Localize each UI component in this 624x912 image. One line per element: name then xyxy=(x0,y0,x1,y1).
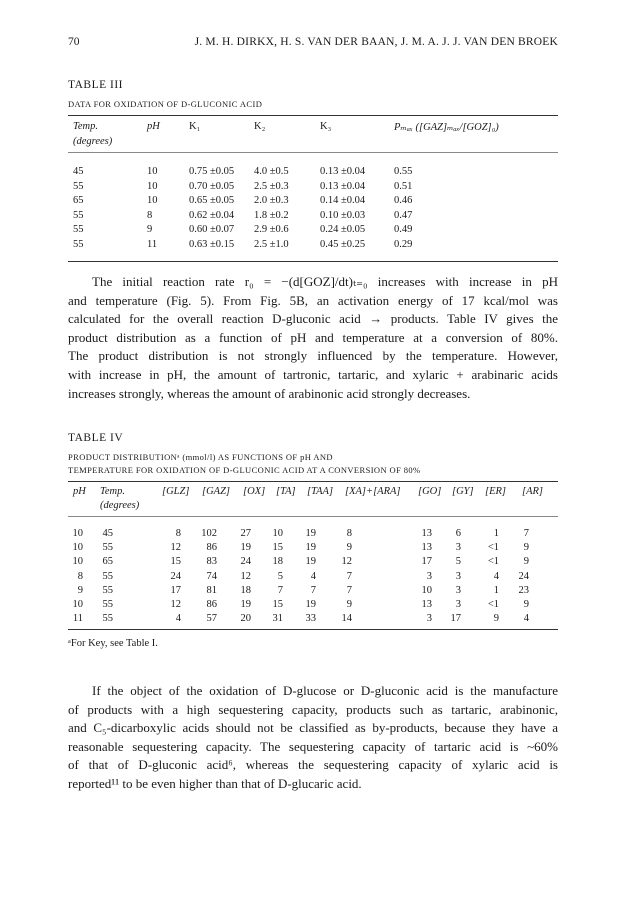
paragraph-line: reasonable sequestering capacity. The sequestering capacity of tartaric acid is ~60% xyxy=(68,738,558,754)
table3-cell-pmax: 0.49 xyxy=(394,224,413,236)
table3-header-rule xyxy=(68,152,558,153)
paragraph-line: increases strongly, whereas the amount of arabinonic acid strongly decreases. xyxy=(68,385,471,401)
table4-cell-ox: 20 xyxy=(240,613,251,625)
table4-cell-taa: 7 xyxy=(310,584,316,596)
table4-cell-gaz: 86 xyxy=(206,599,217,610)
table3-cell-pmax: 0.55 xyxy=(394,166,413,177)
table4-cell-xa-ara: 12 xyxy=(341,556,352,568)
table4-cell-glz: 24 xyxy=(170,570,181,582)
page-number: 70 xyxy=(68,36,80,48)
table3-header-ph: pH xyxy=(147,121,160,132)
table4-cell-gy: 3 xyxy=(455,570,461,582)
table4-cell-go: 13 xyxy=(421,542,432,554)
table3-cell-k1: 0.75 ±0.05 xyxy=(189,166,235,177)
table4-header-go: [GO] xyxy=(418,486,442,497)
paragraph-line: calculated for the overall reaction D-gluconic acid → products. Table IV gives the xyxy=(68,311,558,327)
table4-cell-temp: 55 xyxy=(102,613,113,625)
table4-cell-gy: 3 xyxy=(455,584,461,596)
table4-header-glz: [GLZ] xyxy=(162,486,190,497)
table4-cell-ph: 10 xyxy=(72,556,83,568)
table4-header-temp: Temp. xyxy=(100,486,125,497)
table3-cell-pmax: 0.46 xyxy=(394,195,413,207)
table4-cell-gaz: 83 xyxy=(206,556,217,568)
table4-cell-ar: 9 xyxy=(523,599,529,610)
table4-cell-taa: 19 xyxy=(305,542,316,554)
table3-cell-k1: 0.62 ±0.04 xyxy=(189,209,235,221)
table4-cell-temp: 65 xyxy=(102,556,113,568)
table4-cell-xa-ara: 14 xyxy=(341,613,352,625)
table4-header-taa: [TAA] xyxy=(307,486,334,497)
table4-cell-ph: 10 xyxy=(72,599,83,610)
table4-cell-xa-ara: 7 xyxy=(346,570,352,582)
table4-cell-er: 1 xyxy=(493,584,499,596)
table4-header-gy: [GY] xyxy=(452,486,474,497)
table4-cell-gaz: 102 xyxy=(201,528,217,539)
table3-cell-ph: 8 xyxy=(147,209,153,221)
paragraph-line: product distribution as a function of pH and temperature at a conversion of 80%. xyxy=(68,329,558,345)
table4-cell-ar: 9 xyxy=(523,542,529,554)
table4-cell-go: 10 xyxy=(421,584,432,596)
table3-cell-ph: 10 xyxy=(147,180,158,192)
paragraph-line: of that of D-gluconic acid⁶, whereas the sequestering capacity of xylaric acid is xyxy=(68,757,558,773)
table4-cell-er: 9 xyxy=(493,613,499,625)
table4-cell-temp: 55 xyxy=(102,584,113,596)
table3-cell-k1: 0.70 ±0.05 xyxy=(189,180,235,192)
table3-cell-temp: 45 xyxy=(73,166,84,177)
table3-header-pmax: Pₘₐₓ ([GAZ]ₘₐₓ/[GOZ]₀) xyxy=(394,122,499,133)
table4-cell-ar: 23 xyxy=(518,584,529,596)
table3-top-rule xyxy=(68,115,558,116)
table3-cell-k3: 0.13 ±0.04 xyxy=(320,180,366,192)
table4-cell-er: <1 xyxy=(487,542,499,554)
table4-cell-taa: 19 xyxy=(305,599,316,610)
table4-cell-xa-ara: 7 xyxy=(346,584,352,596)
table4-cell-xa-ara: 8 xyxy=(346,528,352,539)
table3-cell-ph: 10 xyxy=(147,166,158,177)
table3-label: TABLE III xyxy=(68,79,123,91)
table3-header-k3: K₃ xyxy=(320,121,332,132)
table3-header-temp: Temp. xyxy=(73,121,98,132)
table4-cell-ph: 9 xyxy=(77,584,83,596)
table4-cell-er: <1 xyxy=(487,599,499,610)
table4-caption-line1: PRODUCT DISTRIBUTIONᵃ (mmol/l) AS FUNCTIONS OF pH AND xyxy=(68,452,333,462)
table4-cell-ta: 5 xyxy=(277,570,283,582)
table4-cell-ph: 10 xyxy=(72,528,83,539)
table4-cell-ph: 10 xyxy=(72,542,83,554)
table3-cell-k2: 4.0 ±0.5 xyxy=(254,166,289,177)
table4-cell-gaz: 74 xyxy=(206,570,217,582)
table4-cell-go: 13 xyxy=(421,528,432,539)
table4-cell-ta: 7 xyxy=(277,584,283,596)
table3-cell-k2: 1.8 ±0.2 xyxy=(254,209,289,221)
table4-cell-temp: 55 xyxy=(102,570,113,582)
table4-cell-gaz: 86 xyxy=(206,542,217,554)
table4-cell-ox: 18 xyxy=(240,584,251,596)
table4-cell-xa-ara: 9 xyxy=(346,599,352,610)
table4-header-xa-ara: [XA]+[ARA] xyxy=(345,486,401,497)
table4-cell-xa-ara: 9 xyxy=(346,542,352,554)
table3-cell-ph: 10 xyxy=(147,195,158,207)
table4-cell-go: 3 xyxy=(426,570,432,582)
table4-cell-ta: 31 xyxy=(272,613,283,625)
table3-cell-temp: 55 xyxy=(73,180,84,192)
table4-header-ox: [OX] xyxy=(243,486,266,497)
table4-cell-go: 13 xyxy=(421,599,432,610)
table3-cell-pmax: 0.29 xyxy=(394,239,413,250)
table4-cell-ox: 27 xyxy=(240,528,251,539)
table4-cell-glz: 15 xyxy=(170,556,181,568)
table3-cell-k2: 2.0 ±0.3 xyxy=(254,195,289,207)
table4-header-degrees: (degrees) xyxy=(100,500,140,511)
table4-cell-taa: 4 xyxy=(310,570,316,582)
table4-cell-ph: 11 xyxy=(72,613,83,625)
table4-cell-ox: 12 xyxy=(240,570,251,582)
table3-cell-k1: 0.60 ±0.07 xyxy=(189,224,235,236)
table3-cell-temp: 65 xyxy=(73,195,84,207)
table4-cell-go: 3 xyxy=(426,613,432,625)
table4-header-gaz: [GAZ] xyxy=(202,486,231,497)
table3-cell-k2: 2.5 ±1.0 xyxy=(254,239,289,250)
table3-cell-k1: 0.65 ±0.05 xyxy=(189,195,235,207)
paragraph-line: If the object of the oxidation of D-glucose or D-gluconic acid is the manufacture xyxy=(92,683,558,698)
table3-cell-temp: 55 xyxy=(73,239,84,250)
table4-cell-glz: 17 xyxy=(170,584,181,596)
table3-cell-pmax: 0.47 xyxy=(394,209,413,221)
table4-caption-line2: TEMPERATURE FOR OXIDATION OF D-GLUCONIC ACID AT A CONVERSION OF 80% xyxy=(68,465,421,475)
paragraph-line: and temperature (Fig. 5). From Fig. 5B, an activation energy of 17 kcal/mol was xyxy=(68,292,558,308)
table4-cell-taa: 33 xyxy=(305,613,316,625)
table3-cell-pmax: 0.51 xyxy=(394,180,413,192)
table4-cell-taa: 19 xyxy=(305,556,316,568)
table4-cell-gy: 6 xyxy=(455,528,461,539)
table4-header-ph: pH xyxy=(73,486,86,497)
table4-header-er: [ER] xyxy=(485,486,506,497)
table4-cell-er: <1 xyxy=(487,556,499,568)
table4-cell-ph: 8 xyxy=(77,570,83,582)
table3-caption: DATA FOR OXIDATION OF D-GLUCONIC ACID xyxy=(68,99,263,109)
table4-cell-er: 1 xyxy=(493,528,499,539)
table4-cell-go: 17 xyxy=(421,556,432,568)
table4-cell-ar: 24 xyxy=(518,570,529,582)
table3-cell-ph: 9 xyxy=(147,224,153,236)
table4-top-rule xyxy=(68,481,558,482)
paragraph-line: The product distribution is not strongly influenced by the temperature. However, xyxy=(68,348,558,364)
table3-cell-k3: 0.14 ±0.04 xyxy=(320,195,366,207)
table3-cell-temp: 55 xyxy=(73,224,84,236)
table3-cell-ph: 11 xyxy=(147,239,158,250)
table3-cell-k3: 0.45 ±0.25 xyxy=(320,239,366,250)
table3-cell-k3: 0.13 ±0.04 xyxy=(320,166,366,177)
table4-cell-glz: 12 xyxy=(170,542,181,554)
table4-cell-gaz: 81 xyxy=(206,584,217,596)
paragraph-line: reported¹¹ to be even higher than that of D-glucaric acid. xyxy=(68,776,362,791)
table4-cell-glz: 4 xyxy=(175,613,181,625)
table4-cell-ox: 19 xyxy=(240,599,251,610)
table4-label: TABLE IV xyxy=(68,432,124,444)
table4-cell-ar: 9 xyxy=(523,556,529,568)
table4-cell-ox: 24 xyxy=(240,556,251,568)
paragraph-line: with increase in pH, the amount of tartronic, tartaric, and xylaric + arabinaric acids xyxy=(68,367,558,382)
table4-cell-ta: 15 xyxy=(272,542,283,554)
table4-cell-ta: 15 xyxy=(272,599,283,610)
table4-cell-taa: 19 xyxy=(305,528,316,539)
table4-footnote: ᵃFor Key, see Table I. xyxy=(68,638,158,649)
table3-header-degrees: (degrees) xyxy=(73,136,113,147)
table4-cell-temp: 45 xyxy=(102,528,113,539)
table4-cell-ox: 19 xyxy=(240,542,251,554)
table4-cell-ta: 10 xyxy=(272,528,283,539)
table4-cell-glz: 8 xyxy=(175,528,181,539)
table4-cell-temp: 55 xyxy=(102,599,113,610)
table3-cell-k1: 0.63 ±0.15 xyxy=(189,239,235,250)
table4-header-ar: [AR] xyxy=(522,486,543,497)
table4-cell-gy: 17 xyxy=(450,613,461,625)
table4-cell-er: 4 xyxy=(493,570,499,582)
table4-header-ta: [TA] xyxy=(276,486,296,497)
table3-cell-k3: 0.10 ±0.03 xyxy=(320,209,366,221)
table4-cell-gy: 3 xyxy=(455,599,461,610)
table4-cell-ar: 4 xyxy=(523,613,529,625)
running-head: J. M. H. DIRKX, H. S. VAN DER BAAN, J. M. A. J. J. VAN DEN BROEK xyxy=(194,36,558,48)
table4-cell-temp: 55 xyxy=(102,542,113,554)
table3-cell-k3: 0.24 ±0.05 xyxy=(320,224,366,236)
table4-header-rule xyxy=(68,516,558,517)
paragraph-line: The initial reaction rate r₀ = −(d[GOZ]/dt)ₜ₌₀ increases with increase in pH xyxy=(92,274,558,289)
table3-header-k2: K₂ xyxy=(254,121,266,132)
table3-cell-temp: 55 xyxy=(73,209,84,221)
table4-cell-glz: 12 xyxy=(170,599,181,610)
table4-bottom-rule xyxy=(68,629,558,630)
table3-header-k1: K₁ xyxy=(189,121,201,132)
table4-cell-ta: 18 xyxy=(272,556,283,568)
table3-cell-k2: 2.9 ±0.6 xyxy=(254,224,289,236)
table3-bottom-rule xyxy=(68,261,558,262)
table4-cell-gaz: 57 xyxy=(206,613,217,625)
table4-cell-gy: 3 xyxy=(455,542,461,554)
table4-cell-gy: 5 xyxy=(455,556,461,568)
table4-cell-ar: 7 xyxy=(523,528,529,539)
paragraph-line: of products with a high sequestering capacity, products such as tartaric, arabinonic, xyxy=(68,701,558,717)
paragraph-line: and C₅-dicarboxylic acids should not be classified as by-products, because they have a xyxy=(68,720,558,736)
table3-cell-k2: 2.5 ±0.3 xyxy=(254,180,289,192)
